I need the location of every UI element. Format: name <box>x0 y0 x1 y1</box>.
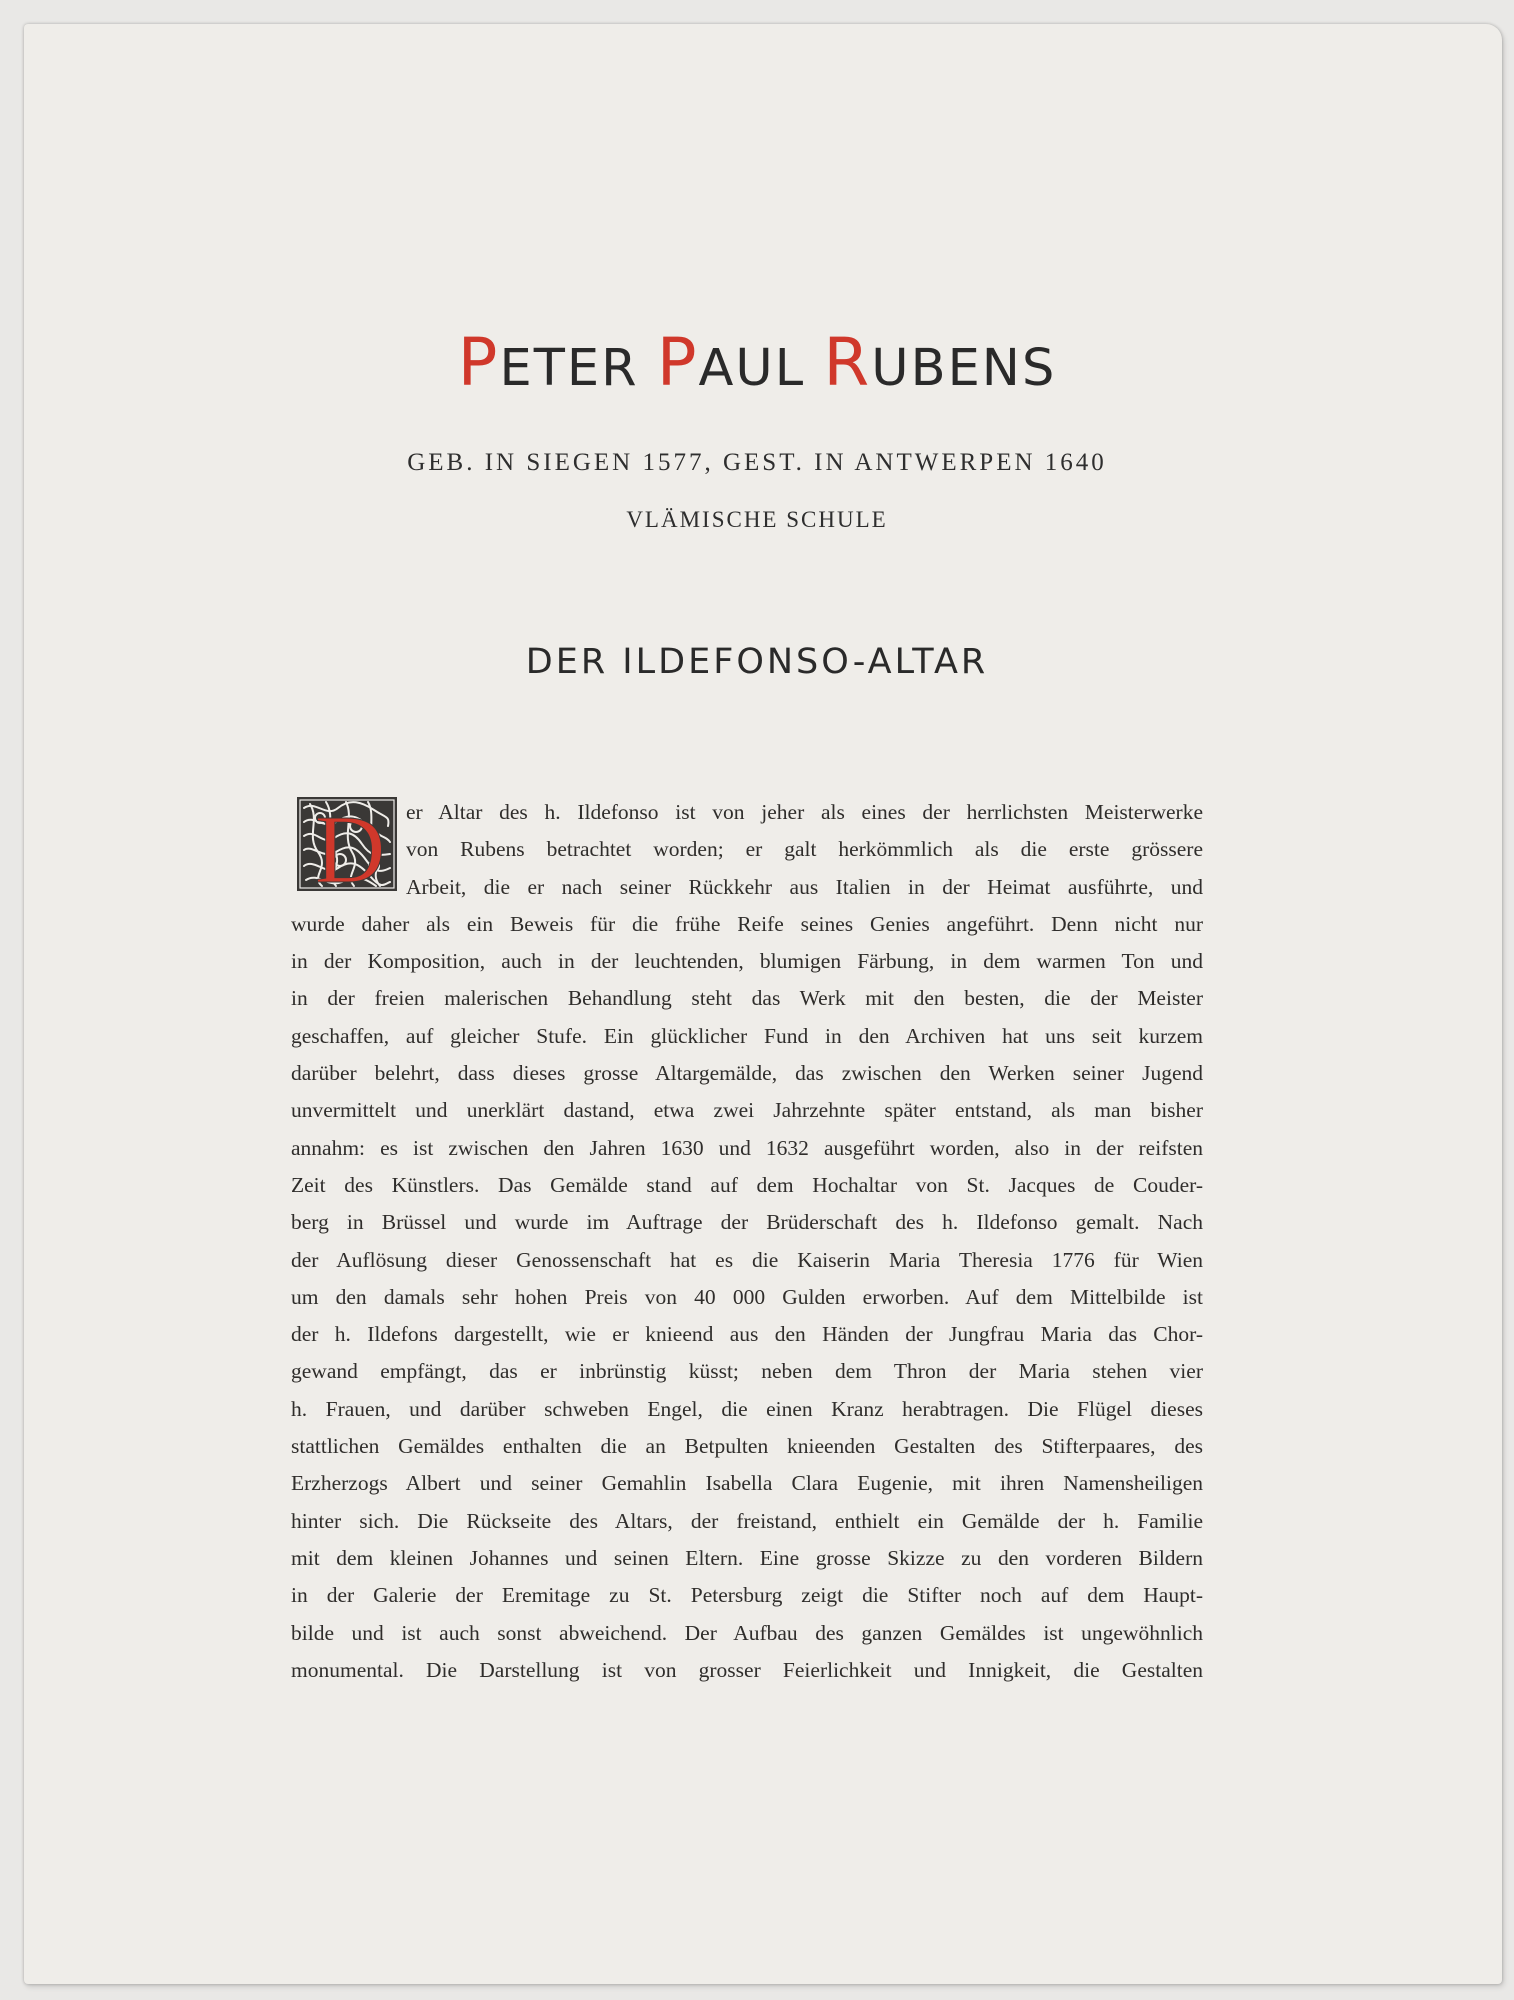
text-line: annahm: es ist zwischen den Jahren 1630 und 1632 ausgeführt worden, also in der reifsten <box>291 1135 1203 1160</box>
title-initial: P <box>656 324 699 401</box>
text-line: in der Komposition, auch in der leuchtenden, blumigen Färbung, in dem warmen Ton und <box>291 949 1203 974</box>
title-rest: AUL <box>698 339 806 398</box>
text-line: berg in Brüssel und wurde im Auftrage der Brüderschaft des h. Ildefonso gemalt. Nach <box>291 1210 1203 1235</box>
section-heading: DER ILDEFONSO-ALTAR <box>525 642 989 682</box>
title-rest: ETER <box>499 339 639 398</box>
text-line: Arbeit, die er nach seiner Rückkehr aus Italien in der Heimat ausführte, und <box>406 874 1203 899</box>
text-line: unvermittelt und unerklärt dastand, etwa zwei Jahrzehnte später entstand, als man bisher <box>291 1098 1203 1123</box>
text-line: hinter sich. Die Rückseite des Altars, der freistand, enthielt ein Gemälde der h. Familie <box>291 1508 1203 1533</box>
text-line: Erzherzogs Albert und seiner Gemahlin Isabella Clara Eugenie, mit ihren Namensheiligen <box>291 1471 1203 1496</box>
title-rest: UBENS <box>871 339 1057 398</box>
text-line: geschaffen, auf gleicher Stufe. Ein glücklicher Fund in den Archiven hat uns seit kurzem <box>291 1023 1203 1048</box>
text-line: monumental. Die Darstellung ist von grosser Feierlichkeit und Innigkeit, die Gestalten <box>291 1657 1203 1682</box>
text-line: um den damals sehr hohen Preis von 40 000 Gulden erworben. Auf dem Mittelbilde ist <box>291 1284 1203 1309</box>
text-line: h. Frauen, und darüber schweben Engel, die einen Kranz herabtragen. Die Flügel dieses <box>291 1396 1203 1421</box>
title-initial: R <box>823 324 872 401</box>
text-line: der Auflösung dieser Genossenschaft hat es die Kaiserin Maria Theresia 1776 für Wien <box>291 1247 1203 1272</box>
text-line: mit dem kleinen Johannes und seinen Eltern. Eine grosse Skizze zu den vorderen Bildern <box>291 1545 1203 1570</box>
text-line: in der freien malerischen Behandlung steht das Werk mit den besten, die der Meister <box>291 986 1203 1011</box>
text-line: von Rubens betrachtet worden; er galt herkömmlich als die erste grössere <box>406 837 1203 862</box>
text-line: Zeit des Künstlers. Das Gemälde stand auf dem Hochaltar von St. Jacques de Couder- <box>291 1172 1203 1197</box>
life-dates: GEB. IN SIEGEN 1577, GEST. IN ANTWERPEN 1640 <box>407 449 1107 476</box>
page-title <box>0 324 1514 401</box>
text-line: in der Galerie der Eremitage zu St. Petersburg zeigt die Stifter noch auf dem Haupt- <box>291 1583 1203 1608</box>
article-body <box>291 794 1203 1689</box>
text-line: stattlichen Gemäldes enthalten die an Betpulten knieenden Gestalten des Stifterpaares, des <box>291 1434 1203 1459</box>
text-line: gewand empfängt, das er inbrünstig küsst; neben dem Thron der Maria stehen vier <box>291 1359 1203 1384</box>
text-line: darüber belehrt, dass dieses grosse Altargemälde, das zwischen den Werken seiner Jugend <box>291 1061 1203 1086</box>
school-label: VLÄMISCHE SCHULE <box>626 507 888 532</box>
text-line: er Altar des h. Ildefonso ist von jeher als eines der herrlichsten Meisterwerke <box>406 800 1203 824</box>
title-word <box>823 324 1057 401</box>
title-word <box>656 324 806 401</box>
title-initial: P <box>457 324 500 401</box>
title-word <box>457 324 639 401</box>
text-line: bilde und ist auch sonst abweichend. Der Aufbau des ganzen Gemäldes ist ungewöhnlich <box>291 1620 1203 1645</box>
initial-letter: D <box>314 796 386 892</box>
text-line: wurde daher als ein Beweis für die frühe Reife seines Genies angeführt. Denn nicht nur <box>291 911 1203 936</box>
text-line: der h. Ildefons dargestellt, wie er knieend aus den Händen der Jungfrau Maria das Chor- <box>291 1322 1203 1347</box>
